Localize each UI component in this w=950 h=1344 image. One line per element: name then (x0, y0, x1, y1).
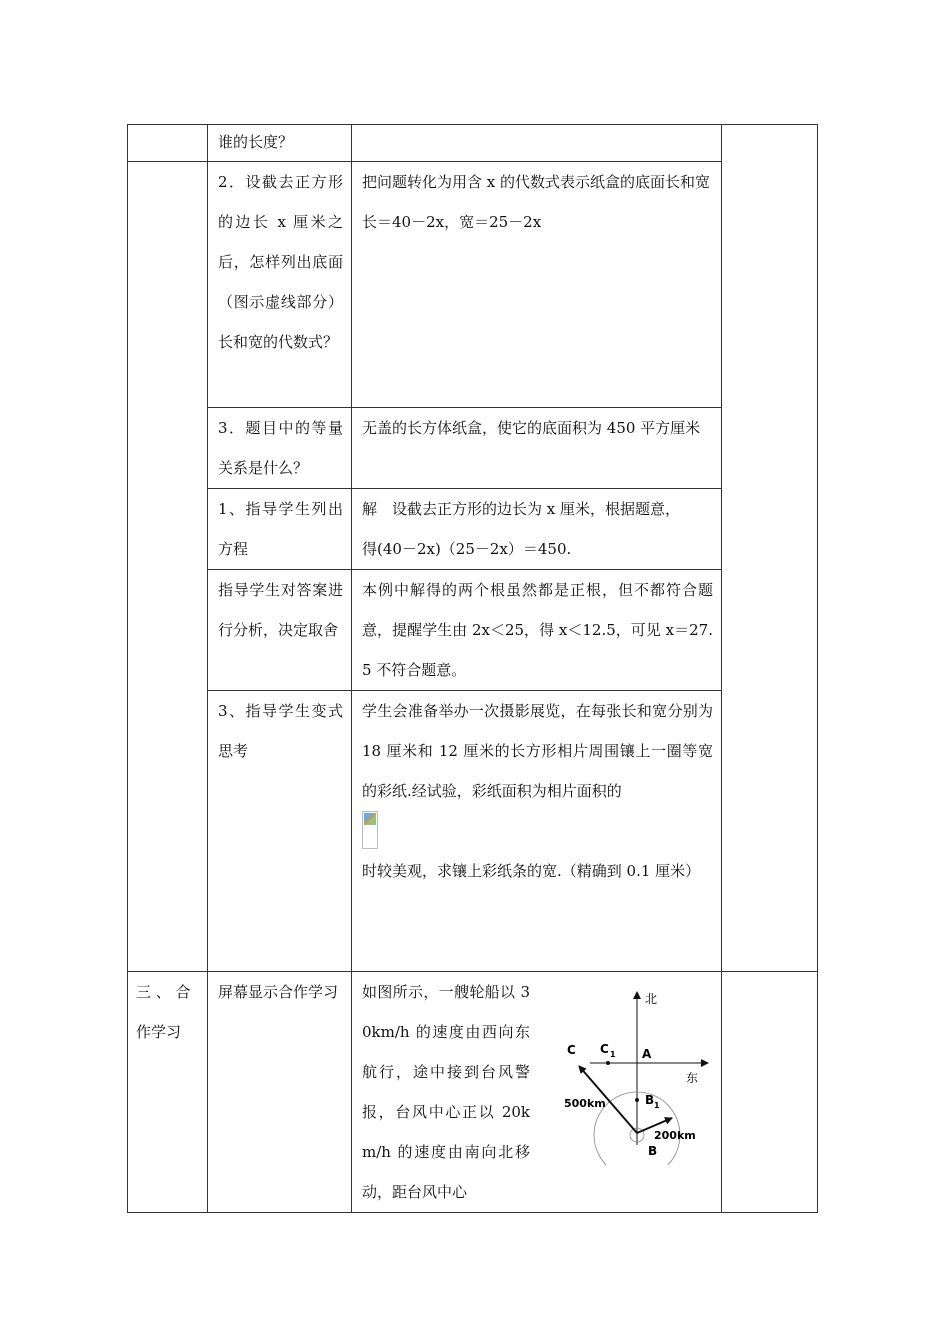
cell-answer: 把问题转化为用含 x 的代数式表示纸盒的底面长和宽 长＝40－2x，宽＝25－2x (352, 162, 722, 408)
typhoon-diagram (540, 985, 720, 1165)
cell-answer: 解 设截去正方形的边长为 x 厘米，根据题意， 得(40－2x)（25－2x）＝450. (352, 489, 722, 570)
label-c1-sub: 1 (610, 1050, 616, 1059)
cell-blank (128, 125, 208, 162)
north-label: 北 (645, 992, 658, 1006)
dist-500-label: 500km (564, 1097, 606, 1110)
cell-section-title: 三 、 合 作学习 (128, 972, 208, 1213)
cell-notes (722, 125, 818, 972)
cell-answer: 无盖的长方体纸盒，使它的底面积为 450 平方厘米 (352, 408, 722, 489)
cell-question: 1、指导学生列出方程 (208, 489, 352, 570)
cell-answer (352, 125, 722, 162)
cell-question: 2．设截去正方形的边长 x 厘米之后，怎样列出底面（图示虚线部分）长和宽的代数式？ (208, 162, 352, 408)
cell-answer: 如图所示，一艘轮船以 30km/h 的速度由西向东航行，途中接到台风警报，台风中心正以 20km/h 的速度由南向北移动，距台风中心 (352, 972, 722, 1213)
point-c1 (606, 1061, 610, 1065)
dist-200-label: 200km (654, 1129, 696, 1142)
label-b1-sub: 1 (654, 1101, 660, 1110)
label-a: A (642, 1047, 652, 1061)
broken-image-icon (362, 811, 378, 849)
cell-blank (128, 162, 208, 972)
east-label: 东 (686, 1071, 699, 1085)
label-b1: B (645, 1093, 655, 1107)
label-c1: C (600, 1042, 609, 1056)
cell-question: 谁的长度？ (208, 125, 352, 162)
cell-question: 指导学生对答案进行分析，决定取舍 (208, 570, 352, 691)
label-b: B (648, 1144, 658, 1158)
cell-question: 3．题目中的等量关系是什么？ (208, 408, 352, 489)
point-b1 (635, 1098, 639, 1102)
cell-notes (722, 972, 818, 1213)
label-c: C (567, 1043, 576, 1057)
cell-question: 屏幕显示合作学习 (208, 972, 352, 1213)
cell-answer: 本例中解得的两个根虽然都是正根，但不都符合题意，提醒学生由 2x＜25，得 x＜12.5，可见 x＝27.5 不符合题意。 (352, 570, 722, 691)
cell-question: 3、指导学生变式思考 (208, 691, 352, 972)
cell-answer: 学生会准备举办一次摄影展览，在每张长和宽分别为 18 厘米和 12 厘米的长方形相片周围镶上一圈等宽的彩纸.经试验，彩纸面积为相片面积的 时较美观，求镶上彩纸条的宽.（精确到 0.1 厘米） (352, 691, 722, 972)
